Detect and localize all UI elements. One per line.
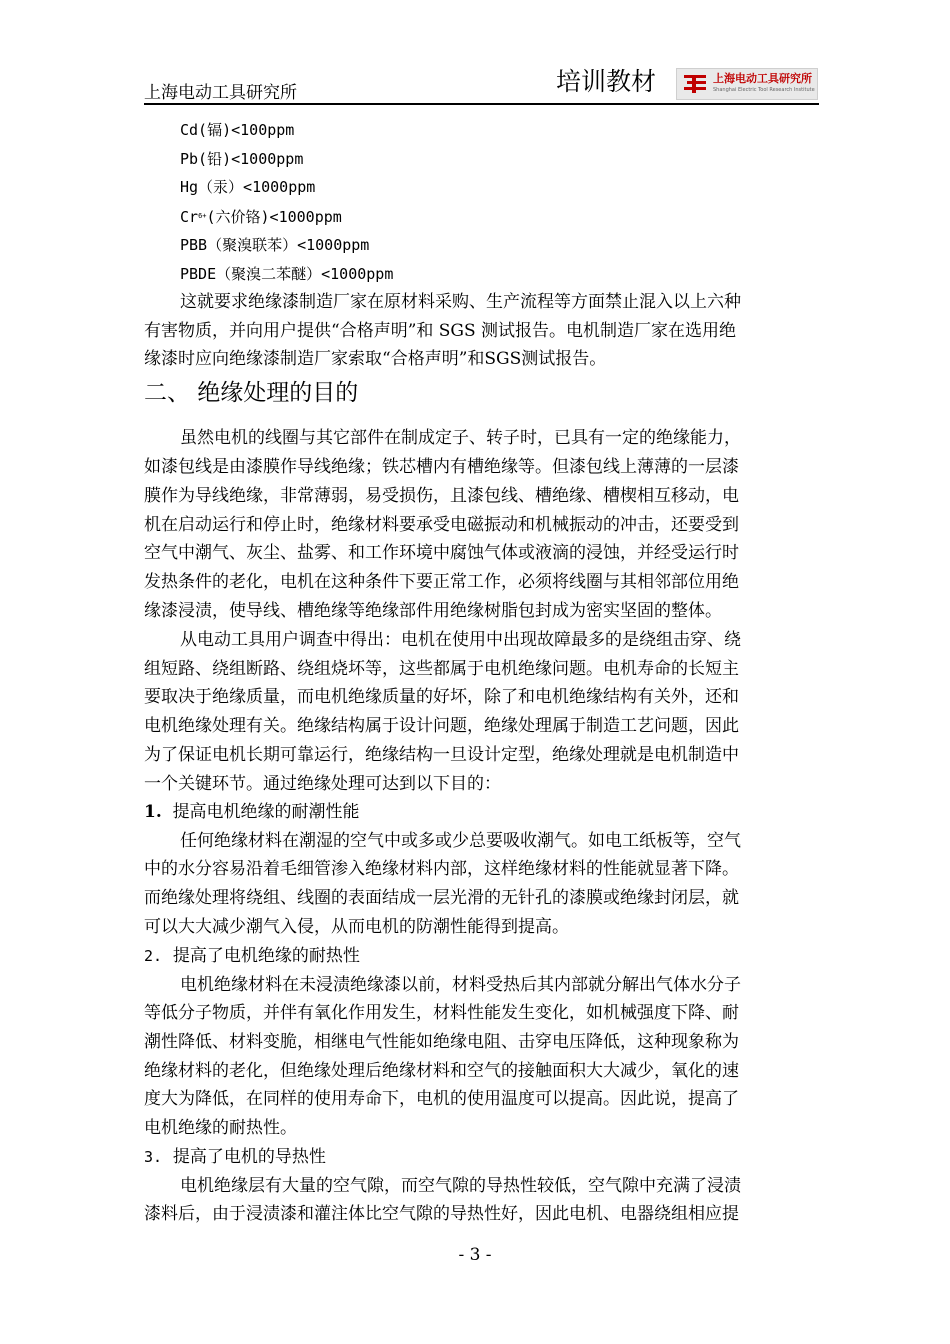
paragraph-line: 中的水分容易沿着毛细管渗入绝缘材料内部，这样绝缘材料的性能就显著下降。 [144, 859, 739, 879]
subheading-3 [144, 1145, 824, 1169]
paragraph-line: 电机绝缘材料在未浸渍绝缘漆以前，材料受热后其内部就分解出气体水分子 [180, 975, 741, 995]
paragraph-line: 缘漆时应向绝缘漆制造厂家索取“合格声明”和SGS测试报告。 [144, 349, 607, 369]
subheading-text: 提高电机绝缘的耐潮性能 [172, 802, 360, 822]
paragraph-line: 而绝缘处理将绕组、线圈的表面结成一层光滑的无针孔的漆膜或绝缘封闭层，就 [144, 888, 739, 908]
paragraph-line: 绝缘材料的老化，但绝缘处理后绝缘材料和空气的接触面积大大减少，氧化的速 [144, 1061, 739, 1081]
paragraph-line: 为了保证电机长期可靠运行，绝缘结构一旦设计定型，绝缘处理就是电机制造中 [144, 745, 739, 765]
paragraph-line: 如漆包线是由漆膜作导线绝缘；铁芯槽内有槽绝缘等。但漆包线上薄薄的一层漆 [144, 457, 739, 477]
limit-item-hg: Hg（汞）<1000ppm [180, 178, 316, 196]
paragraph-line: 缘漆浸渍，使导线、槽绝缘等绝缘部件用绝缘树脂包封成为密实坚固的整体。 [144, 601, 722, 621]
subheading-1 [144, 800, 824, 824]
paragraph-line: 要取决于绝缘质量，而电机绝缘质量的好坏，除了和电机绝缘结构有关外，还和 [144, 687, 739, 707]
header-divider [144, 103, 819, 105]
paragraph-line: 这就要求绝缘漆制造厂家在原材料采购、生产流程等方面禁止混入以上六种 [180, 292, 741, 312]
limit-item-pb: Pb(铅)<1000ppm [180, 150, 304, 168]
limit-item-pbb: PBB（聚溴联苯）<1000ppm [180, 236, 370, 254]
paragraph-line: 空气中潮气、灰尘、盐雾、和工作环境中腐蚀气体或液滴的浸蚀，并经受运行时 [144, 543, 739, 563]
paragraph-line: 电机绝缘层有大量的空气隙，而空气隙的导热性较低，空气隙中充满了浸渍 [180, 1176, 741, 1196]
subheading-text: 提高了电机的导热性 [172, 1147, 326, 1167]
logo-text-en: Shanghai Electric Tool Research Institute [713, 87, 815, 93]
paragraph-line: 度大为降低，在同样的使用寿命下，电机的使用温度可以提高。因此说，提高了 [144, 1089, 739, 1109]
limit-item-pbde: PBDE（聚溴二苯醚）<1000ppm [180, 265, 394, 283]
paragraph-line: 发热条件的老化，电机在这种条件下要正常工作，必须将线圈与其相邻部位用绝 [144, 572, 739, 592]
paragraph-line: 等低分子物质，并伴有氧化作用发生，材料性能发生变化，如机械强度下降、耐 [144, 1003, 739, 1023]
header-title: 培训教材 [556, 67, 657, 96]
superscript-6plus: 6+ [198, 212, 207, 220]
institute-logo-icon [683, 73, 709, 95]
section-heading: 二、 绝缘处理的目的 [144, 380, 359, 406]
paragraph-line: 膜作为导线绝缘，非常薄弱，易受损伤，且漆包线、槽绝缘、槽楔相互移动，电 [144, 486, 739, 506]
paragraph-line: 潮性降低、材料变脆，相继电气性能如绝缘电阻、击穿电压降低，这种现象称为 [144, 1032, 739, 1052]
paragraph-line: 组短路、绕组断路、绕组烧坏等，这些都属于电机绝缘问题。电机寿命的长短主 [144, 659, 739, 679]
subheading-2 [144, 944, 824, 968]
paragraph-line: 电机绝缘的耐热性。 [144, 1118, 297, 1138]
page-number: - 3 - [458, 1245, 492, 1265]
limit-item-cr6: $Cr^{6+}$(六价铬)<1000ppm [180, 208, 342, 226]
limit-item-cd: Cd(镉)<100ppm [180, 121, 295, 139]
paragraph-line: 电机绝缘处理有关。绝缘结构属于设计问题，绝缘处理属于制造工艺问题，因此 [144, 716, 739, 736]
paragraph-line: 从电动工具用户调查中得出：电机在使用中出现故障最多的是绕组击穿、绕 [180, 630, 741, 650]
paragraph-line: 任何绝缘材料在潮湿的空气中或多或少总要吸收潮气。如电工纸板等，空气 [180, 831, 741, 851]
paragraph-line: 漆料后，由于浸渍漆和灌注体比空气隙的导热性好，因此电机、电器绕组相应提 [144, 1204, 739, 1224]
paragraph-line: 虽然电机的线圈与其它部件在制成定子、转子时，已具有一定的绝缘能力， [180, 428, 741, 448]
subheading-number: 3. [144, 1148, 163, 1166]
paragraph-line: 机在启动运行和停止时，绝缘材料要承受电磁振动和机械振动的冲击，还要受到 [144, 515, 739, 535]
paragraph-line: 可以大大减少潮气入侵，从而电机的防潮性能得到提高。 [144, 917, 569, 937]
subheading-number: 2. [144, 947, 163, 965]
header-org: 上海电动工具研究所 [144, 83, 297, 103]
logo-text-cn: 上海电动工具研究所 [713, 72, 812, 85]
institute-logo [676, 68, 818, 100]
paragraph-line: 一个关键环节。通过绝缘处理可达到以下目的： [144, 774, 501, 794]
subheading-text: 提高了电机绝缘的耐热性 [172, 946, 360, 966]
paragraph-line: 有害物质，并向用户提供“合格声明”和 SGS 测试报告。电机制造厂家在选用绝 [144, 321, 737, 341]
subheading-number: 1. [144, 802, 162, 822]
